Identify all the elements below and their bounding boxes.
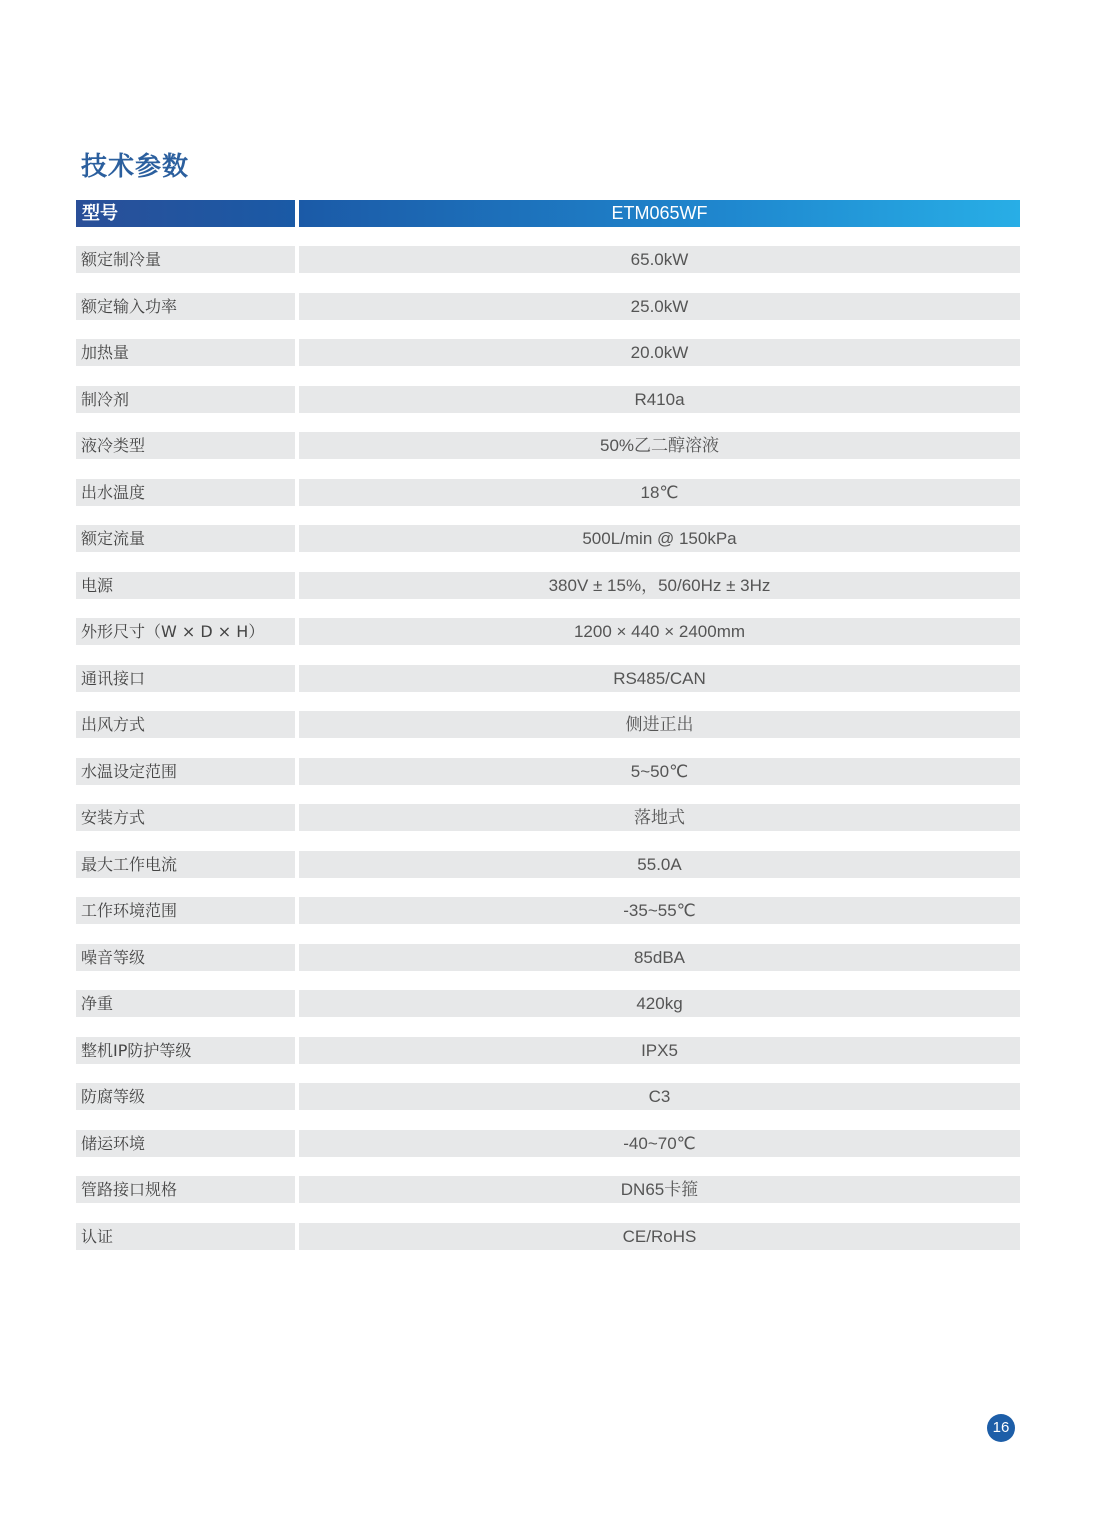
table-row xyxy=(76,1083,1020,1110)
row-value: 50%乙二醇溶液 xyxy=(299,432,1020,459)
table-row xyxy=(76,1037,1020,1064)
table-row xyxy=(76,293,1020,320)
table-row xyxy=(76,572,1020,599)
row-label: 防腐等级 xyxy=(76,1083,295,1110)
row-value: 55.0A xyxy=(299,851,1020,878)
row-value: DN65卡箍 xyxy=(299,1176,1020,1203)
row-value: 65.0kW xyxy=(299,246,1020,273)
table-row xyxy=(76,479,1020,506)
table-row xyxy=(76,804,1020,831)
row-value: R410a xyxy=(299,386,1020,413)
header-model-value: ETM065WF xyxy=(299,200,1020,227)
table-row xyxy=(76,1223,1020,1250)
row-label: 整机IP防护等级 xyxy=(76,1037,295,1064)
table-row xyxy=(76,339,1020,366)
table-row xyxy=(76,711,1020,738)
row-label: 电源 xyxy=(76,572,295,599)
table-row xyxy=(76,1130,1020,1157)
table-row xyxy=(76,897,1020,924)
row-label: 工作环境范围 xyxy=(76,897,295,924)
table-row xyxy=(76,1176,1020,1203)
row-value: 侧进正出 xyxy=(299,711,1020,738)
row-value: 85dBA xyxy=(299,944,1020,971)
row-value: CE/RoHS xyxy=(299,1223,1020,1250)
row-value: 18℃ xyxy=(299,479,1020,506)
row-label: 最大工作电流 xyxy=(76,851,295,878)
table-row xyxy=(76,851,1020,878)
row-label: 出风方式 xyxy=(76,711,295,738)
row-label: 净重 xyxy=(76,990,295,1017)
row-value: 420kg xyxy=(299,990,1020,1017)
row-label: 管路接口规格 xyxy=(76,1176,295,1203)
page-number-badge: 16 xyxy=(987,1414,1015,1442)
table-row xyxy=(76,758,1020,785)
row-label: 认证 xyxy=(76,1223,295,1250)
table-row xyxy=(76,990,1020,1017)
row-value: 落地式 xyxy=(299,804,1020,831)
header-model-label: 型号 xyxy=(76,200,295,227)
table-row xyxy=(76,525,1020,552)
table-row xyxy=(76,246,1020,273)
row-value: -35~55℃ xyxy=(299,897,1020,924)
spec-table xyxy=(76,200,1020,1250)
table-row xyxy=(76,432,1020,459)
spec-rows xyxy=(76,246,1020,1250)
table-row xyxy=(76,665,1020,692)
row-value: 1200 × 440 × 2400mm xyxy=(299,618,1020,645)
table-row xyxy=(76,386,1020,413)
row-label: 外形尺寸（W × D × H） xyxy=(76,618,295,645)
table-header-row xyxy=(76,200,1020,227)
page-title: 技术参数 xyxy=(81,152,190,182)
row-label: 加热量 xyxy=(76,339,295,366)
row-value: -40~70℃ xyxy=(299,1130,1020,1157)
row-value: IPX5 xyxy=(299,1037,1020,1064)
row-label: 储运环境 xyxy=(76,1130,295,1157)
row-value: 20.0kW xyxy=(299,339,1020,366)
row-label: 额定流量 xyxy=(76,525,295,552)
row-value: RS485/CAN xyxy=(299,665,1020,692)
table-row xyxy=(76,944,1020,971)
row-label: 制冷剂 xyxy=(76,386,295,413)
row-label: 水温设定范围 xyxy=(76,758,295,785)
row-label: 额定制冷量 xyxy=(76,246,295,273)
row-label: 额定输入功率 xyxy=(76,293,295,320)
table-row xyxy=(76,618,1020,645)
row-label: 出水温度 xyxy=(76,479,295,506)
row-label: 通讯接口 xyxy=(76,665,295,692)
row-value: 25.0kW xyxy=(299,293,1020,320)
row-label: 安装方式 xyxy=(76,804,295,831)
row-value: 500L/min @ 150kPa xyxy=(299,525,1020,552)
row-label: 噪音等级 xyxy=(76,944,295,971)
row-value: 380V ± 15%，50/60Hz ± 3Hz xyxy=(299,572,1020,599)
row-value: C3 xyxy=(299,1083,1020,1110)
row-label: 液冷类型 xyxy=(76,432,295,459)
row-value: 5~50℃ xyxy=(299,758,1020,785)
